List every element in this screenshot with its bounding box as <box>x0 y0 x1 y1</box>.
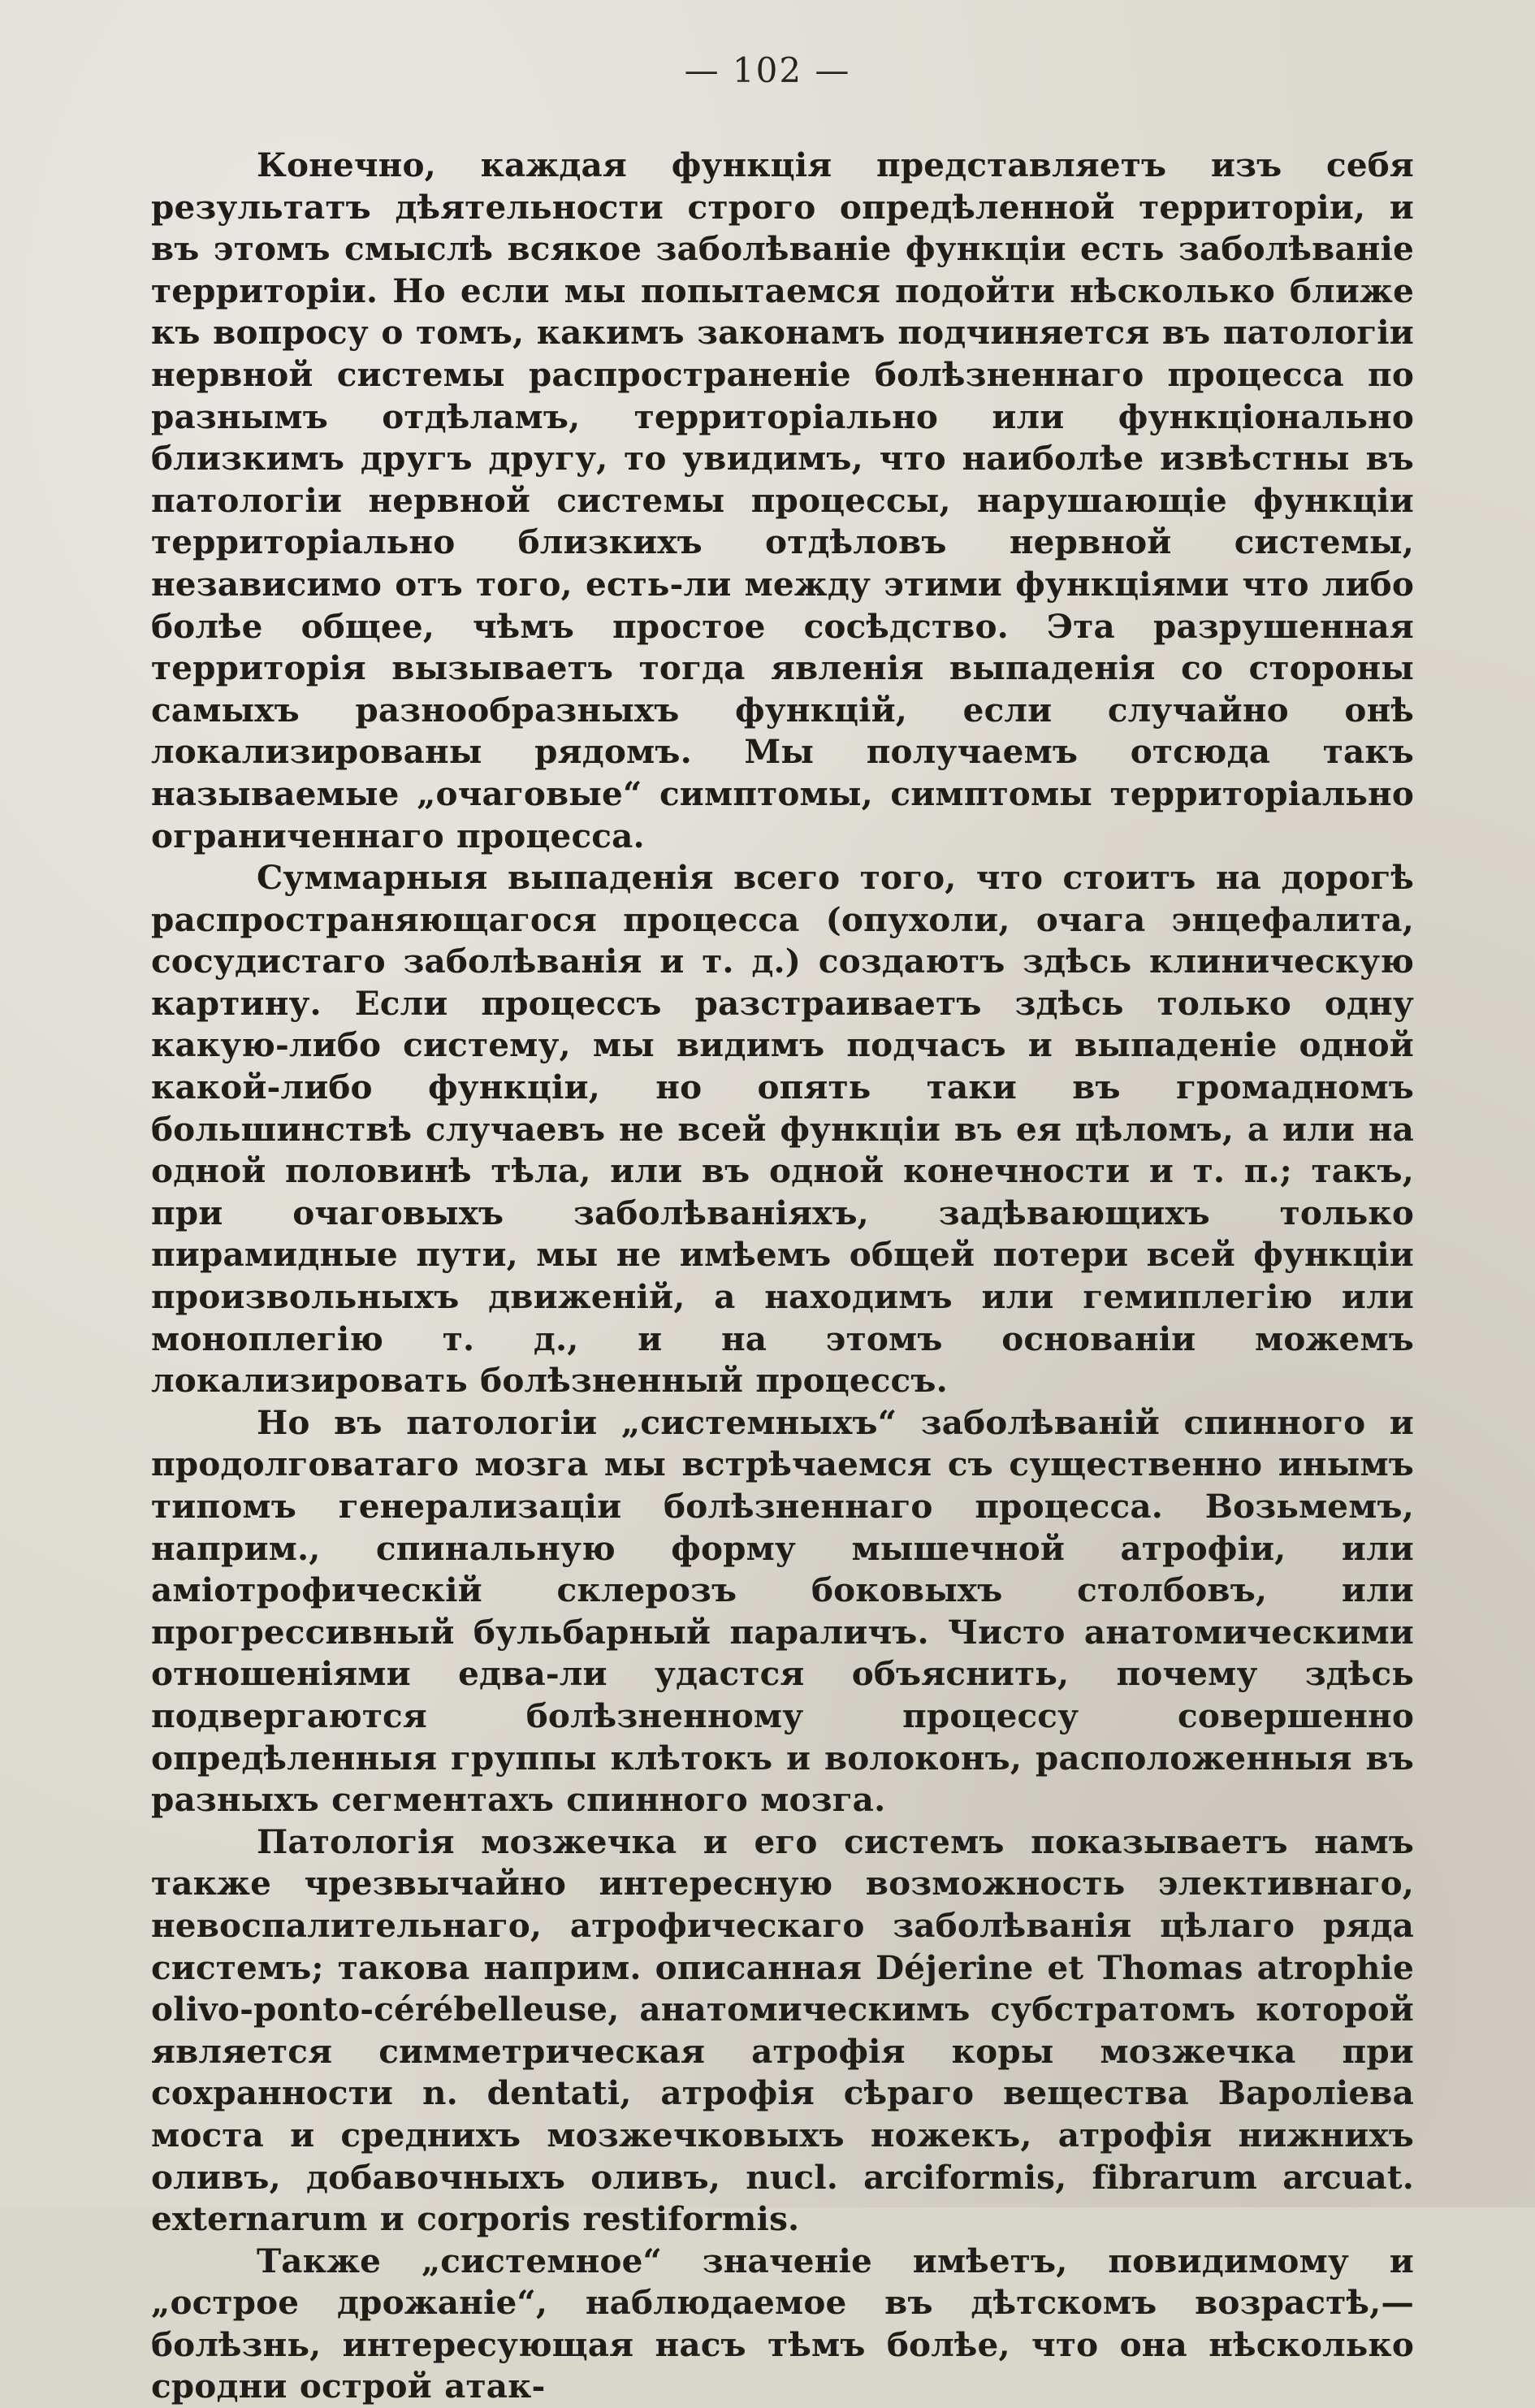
paragraph-5: Также „системное“ значеніе имѣетъ, повидимому и „острое дрожаніе“, наблюдаемое въ дѣтскомъ возрастѣ,—болѣзнь, интересующая насъ тѣмъ болѣе, что она нѣсколько сродни острой атак- <box>151 2241 1414 2406</box>
paragraph-2: Суммарныя выпаденія всего того, что стоитъ на дорогѣ распространяющагося процесса (опухоли, очага энцефалита, сосудистаго заболѣванія и т. д.) создаютъ здѣсь клиническую картину. Если процессъ разстраиваетъ здѣсь только одну какую-либо систему, мы видимъ подчасъ и выпаденіе одной какой-либо функціи, но опять таки въ громадномъ большинствѣ случаевъ не всей функціи въ ея цѣломъ, а или на одной половинѣ тѣла, или въ одной конечности и т. п.; такъ, при очаговыхъ заболѣваніяхъ, задѣвающихъ только пирамидные пути, мы не имѣемъ общей потери всей функціи произвольныхъ движеній, а находимъ или гемиплегію или моноплегію т. д., и на этомъ основаніи можемъ локализировать болѣзненный процессъ. <box>151 858 1414 1401</box>
paragraph-3: Но въ патологіи „системныхъ“ заболѣваній спинного и продолговатаго мозга мы встрѣчаемся съ существенно инымъ типомъ генерализаціи болѣзненнаго процесса. Возьмемъ, наприм., спинальную форму мышечной атрофіи, или аміотрофическій склерозъ боковыхъ столбовъ, или прогрессивный бульбарный параличъ. Чисто анатомическими отношеніями едва-ли удастся объяснить, почему здѣсь подвергаются болѣзненному процессу совершенно опредѣленныя группы клѣтокъ и волоконъ, расположенныя въ разныхъ сегментахъ спинного мозга. <box>151 1402 1414 1820</box>
paragraph-4: Патологія мозжечка и его системъ показываетъ намъ также чрезвычайно интересную возможность элективнаго, невоспалительнаго, атрофическаго заболѣванія цѣлаго ряда системъ; такова наприм. описанная Déjerine et Thomas atrophie olivo-ponto-cérébelleuse, анатомическимъ субстратомъ которой является симметрическая атрофія коры мозжечка при сохранности n. dentati, атрофія сѣраго вещества Вароліева моста и среднихъ мозжечковыхъ ножекъ, атрофія нижнихъ оливъ, добавочныхъ оливъ, nucl. arciformis, fibrarum arcuat. externarum и corporis restiformis. <box>151 1821 1414 2239</box>
page-number: — 102 — <box>684 50 851 90</box>
paragraph-1: Конечно, каждая функція представляетъ изъ себя результатъ дѣятельности строго опредѣленной территоріи, и въ этомъ смыслѣ всякое заболѣваніе функціи есть заболѣваніе территоріи. Но если мы попытаемся подойти нѣсколько ближе къ вопросу о томъ, какимъ законамъ подчиняется въ патологіи нервной системы распространеніе болѣзненнаго процесса по разнымъ отдѣламъ, территоріально или функціонально близкимъ другъ другу, то увидимъ, что наиболѣе извѣстны въ патологіи нервной системы процессы, нарушающіе функціи территоріально близкихъ отдѣловъ нервной системы, независимо отъ того, есть-ли между этими функціями что либо болѣе общее, чѣмъ простое сосѣдство. Эта разрушенная территорія вызываетъ тогда явленія выпаденія со стороны самыхъ разнообразныхъ функцій, если случайно онѣ локализированы рядомъ. Мы получаемъ отсюда такъ называемые „очаговые“ симптомы, симптомы территоріально ограниченнаго процесса. <box>151 145 1414 855</box>
body-text <box>151 145 1414 2408</box>
